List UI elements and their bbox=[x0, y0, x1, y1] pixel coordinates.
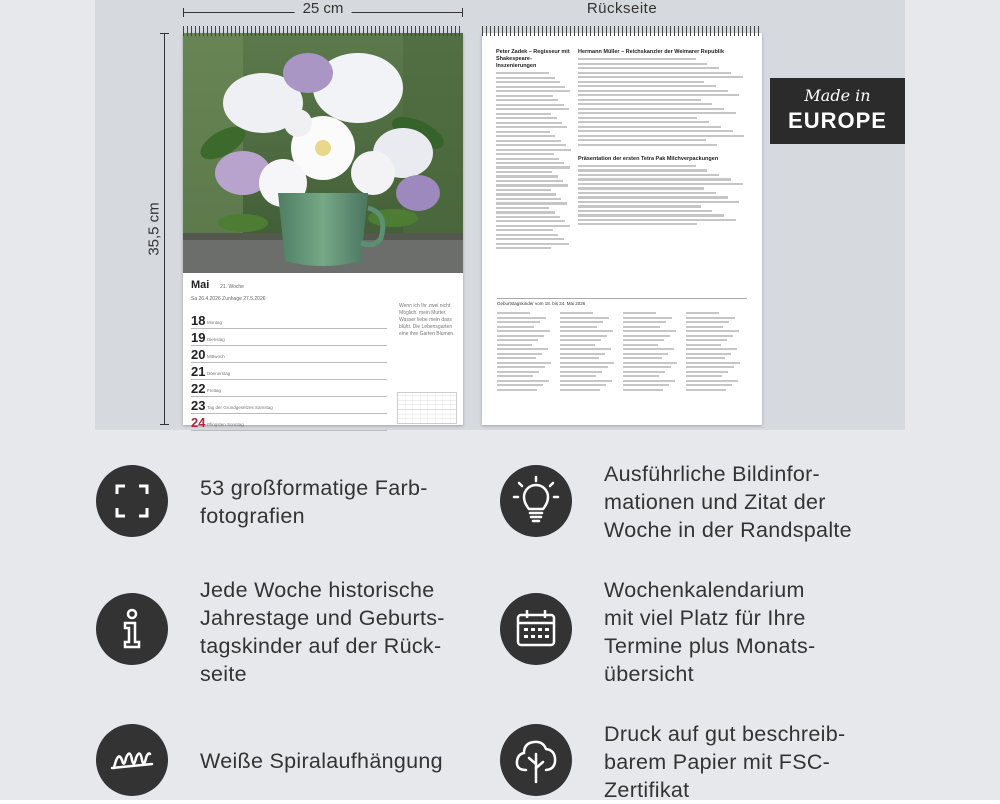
text-line bbox=[686, 371, 728, 373]
badge-line-1: Made in bbox=[804, 86, 871, 105]
back-right-column bbox=[578, 49, 746, 228]
day-name: Dienstag bbox=[207, 337, 225, 342]
text-line bbox=[686, 317, 735, 319]
width-dimension bbox=[183, 0, 463, 18]
text-line bbox=[578, 196, 728, 198]
text-line bbox=[686, 389, 726, 391]
info-icon bbox=[96, 593, 168, 665]
text-line bbox=[578, 210, 712, 212]
text-line bbox=[496, 117, 557, 119]
text-line bbox=[496, 72, 549, 74]
text-line bbox=[623, 380, 675, 382]
day-name: Mittwoch bbox=[207, 354, 225, 359]
text-line bbox=[496, 104, 564, 106]
birthdays-column bbox=[497, 310, 552, 393]
text-line bbox=[496, 184, 568, 186]
feature-line: Wochenkalendarium bbox=[604, 578, 805, 602]
text-line bbox=[496, 216, 560, 218]
text-line bbox=[560, 321, 603, 323]
text-line bbox=[560, 335, 607, 337]
feature-text-week-calendar bbox=[604, 576, 816, 688]
right-article-heading: Hermann Müller – Reichskanzler der Weimarer Republik bbox=[578, 49, 725, 55]
text-line bbox=[686, 357, 725, 359]
text-line bbox=[496, 238, 564, 240]
divider bbox=[497, 298, 747, 299]
calendar-front-sheet bbox=[183, 33, 463, 430]
text-line bbox=[623, 326, 660, 328]
text-line bbox=[496, 243, 569, 245]
text-line bbox=[497, 366, 545, 368]
text-line bbox=[578, 126, 721, 128]
day-number: 23 bbox=[191, 398, 206, 413]
day-row bbox=[191, 346, 387, 363]
text-line bbox=[578, 139, 706, 141]
feature-line: Zertifikat bbox=[604, 778, 690, 802]
text-line bbox=[496, 225, 570, 227]
text-line bbox=[578, 205, 701, 207]
width-label: 25 cm bbox=[295, 0, 352, 17]
text-line bbox=[496, 131, 550, 133]
text-line bbox=[496, 108, 569, 110]
text-line bbox=[578, 112, 736, 114]
text-line bbox=[686, 353, 731, 355]
text-line bbox=[623, 339, 664, 341]
text-line bbox=[496, 149, 571, 151]
text-line bbox=[623, 362, 677, 364]
text-line bbox=[578, 169, 707, 171]
text-line bbox=[578, 183, 743, 185]
text-line bbox=[623, 317, 672, 319]
text-line bbox=[578, 192, 716, 194]
text-line bbox=[497, 344, 532, 346]
text-line bbox=[686, 366, 734, 368]
text-line bbox=[496, 162, 564, 164]
day-row bbox=[191, 380, 387, 397]
text-line bbox=[496, 220, 565, 222]
text-line bbox=[578, 81, 704, 83]
text-line bbox=[686, 312, 719, 314]
text-line bbox=[497, 339, 538, 341]
height-dimension bbox=[145, 33, 170, 425]
text-line bbox=[497, 321, 540, 323]
height-label: 35,5 cm bbox=[146, 194, 163, 263]
text-line bbox=[560, 312, 593, 314]
feature-line: Druck auf gut beschreib- bbox=[604, 722, 846, 746]
month-name: Mai bbox=[191, 279, 210, 291]
text-line bbox=[496, 99, 558, 101]
text-line bbox=[496, 247, 551, 249]
feature-line: Ausführliche Bildinfor- bbox=[604, 462, 821, 486]
text-line bbox=[497, 375, 533, 377]
text-line bbox=[623, 344, 658, 346]
text-line bbox=[497, 389, 537, 391]
text-line bbox=[623, 348, 674, 350]
lightbulb-icon bbox=[500, 465, 572, 537]
calendar-back-sheet bbox=[482, 33, 762, 425]
text-line bbox=[578, 187, 704, 189]
left-article-heading: Peter Zadek – Regisseur mit Shakespeare-Inszenierungen bbox=[496, 49, 570, 69]
text-line bbox=[578, 165, 696, 167]
text-line bbox=[560, 366, 608, 368]
text-line bbox=[496, 135, 555, 137]
text-line bbox=[560, 348, 611, 350]
text-line bbox=[496, 171, 552, 173]
text-line bbox=[497, 348, 548, 350]
text-line bbox=[623, 330, 676, 332]
feature-line: übersicht bbox=[604, 662, 694, 686]
text-line bbox=[497, 384, 543, 386]
text-line bbox=[686, 348, 737, 350]
text-line bbox=[560, 339, 601, 341]
text-line bbox=[686, 380, 738, 382]
birthdays-heading: Geburtstagskinder vom 18. bis 24. Mai 2026 bbox=[497, 301, 586, 306]
feature-line: Jede Woche historische bbox=[200, 578, 435, 602]
right-article-heading-2: Präsentation der ersten Tetra Pak Milchverpackungen bbox=[578, 155, 719, 162]
feature-text-anniversaries bbox=[200, 576, 445, 688]
text-line bbox=[497, 357, 536, 359]
flower-bouquet-photo bbox=[183, 33, 463, 273]
text-line bbox=[578, 76, 743, 78]
birthdays-column bbox=[560, 310, 615, 393]
feature-line: fotografien bbox=[200, 504, 305, 528]
calendar-month-header bbox=[191, 279, 244, 291]
made-in-europe-badge bbox=[770, 78, 905, 144]
text-line bbox=[686, 335, 733, 337]
feature-line: seite bbox=[200, 662, 247, 686]
fullscreen-frame-icon bbox=[96, 465, 168, 537]
text-line bbox=[623, 312, 656, 314]
text-line bbox=[560, 344, 595, 346]
text-line bbox=[496, 189, 551, 191]
feature-text-paper bbox=[604, 720, 845, 804]
text-line bbox=[578, 144, 717, 146]
text-line bbox=[578, 117, 697, 119]
text-line bbox=[623, 335, 670, 337]
text-line bbox=[496, 158, 559, 160]
text-line bbox=[686, 362, 740, 364]
feature-line: 53 großformatige Farb- bbox=[200, 476, 428, 500]
text-line bbox=[496, 211, 555, 213]
text-line bbox=[496, 207, 549, 209]
text-line bbox=[560, 384, 606, 386]
day-row bbox=[191, 329, 387, 346]
right-article-text bbox=[578, 58, 746, 145]
text-line bbox=[560, 371, 602, 373]
day-name: Pfingsten Sonntag bbox=[207, 422, 244, 427]
left-article-text bbox=[496, 72, 572, 249]
day-number: 19 bbox=[191, 330, 206, 345]
text-line bbox=[496, 234, 558, 236]
text-line bbox=[496, 144, 566, 146]
feature-line: mit viel Platz für Ihre bbox=[604, 606, 806, 630]
text-line bbox=[578, 58, 696, 60]
front-spiral-binding bbox=[183, 26, 463, 36]
text-line bbox=[560, 380, 612, 382]
text-line bbox=[496, 95, 553, 97]
text-line bbox=[578, 103, 712, 105]
text-line bbox=[560, 330, 613, 332]
text-line bbox=[578, 178, 731, 180]
text-line bbox=[560, 362, 614, 364]
text-line bbox=[623, 389, 663, 391]
text-line bbox=[578, 85, 716, 87]
back-side-label: Rückseite bbox=[586, 0, 658, 17]
text-line bbox=[578, 94, 739, 96]
text-line bbox=[496, 81, 560, 83]
day-row bbox=[191, 397, 387, 414]
quote-of-week: Wenn ich Ihr zwei nicht Möglich. mein Mutter. Wasser liebe mein dass blüht. Die Lebensgarten eine ihre Garten Blumen. bbox=[399, 303, 455, 337]
text-line bbox=[496, 193, 556, 195]
text-line bbox=[578, 223, 697, 225]
badge-line-2: EUROPE bbox=[788, 108, 887, 133]
text-line bbox=[686, 384, 732, 386]
feature-text-info bbox=[604, 460, 852, 544]
text-line bbox=[578, 201, 739, 203]
text-line bbox=[496, 198, 561, 200]
text-line bbox=[686, 330, 739, 332]
text-line bbox=[578, 72, 731, 74]
day-row bbox=[191, 363, 387, 380]
text-line bbox=[496, 86, 565, 88]
text-line bbox=[497, 380, 549, 382]
feature-line: Weiße Spiralaufhängung bbox=[200, 749, 443, 773]
text-line bbox=[497, 326, 534, 328]
text-line bbox=[496, 180, 563, 182]
text-line bbox=[496, 153, 554, 155]
text-line bbox=[497, 371, 539, 373]
text-line bbox=[497, 335, 544, 337]
feature-line: Jahrestage und Geburts- bbox=[200, 606, 445, 630]
day-name: Freitag bbox=[207, 388, 222, 393]
text-line bbox=[578, 90, 728, 92]
text-line bbox=[686, 344, 721, 346]
text-line bbox=[497, 330, 550, 332]
back-spiral-binding bbox=[482, 26, 762, 36]
calendar-icon bbox=[500, 593, 572, 665]
text-line bbox=[497, 353, 542, 355]
text-line bbox=[578, 67, 719, 69]
text-line bbox=[497, 312, 530, 314]
day-number: 21 bbox=[191, 364, 206, 379]
day-number: 20 bbox=[191, 347, 206, 362]
text-line bbox=[623, 371, 665, 373]
sun-moon-info: Sa 26.4.2026 Zunhage 27.5.2026 bbox=[191, 296, 266, 302]
feature-line: barem Papier mit FSC- bbox=[604, 750, 831, 774]
right-article-text-2 bbox=[578, 165, 746, 225]
text-line bbox=[560, 317, 609, 319]
feature-line: tagskinder auf der Rück- bbox=[200, 634, 442, 658]
text-line bbox=[578, 214, 724, 216]
month-overview-mini-calendar bbox=[397, 392, 457, 424]
week-days bbox=[191, 312, 387, 431]
text-line bbox=[623, 384, 669, 386]
day-name: Montag bbox=[207, 320, 223, 325]
day-number: 18 bbox=[191, 313, 206, 328]
tree-icon bbox=[500, 724, 572, 796]
text-line bbox=[560, 357, 599, 359]
text-line bbox=[623, 321, 666, 323]
text-line bbox=[578, 130, 733, 132]
text-line bbox=[623, 353, 668, 355]
feature-line: Termine plus Monats- bbox=[604, 634, 816, 658]
spiral-binding-icon bbox=[96, 724, 168, 796]
text-line bbox=[560, 375, 596, 377]
text-line bbox=[623, 375, 659, 377]
text-line bbox=[496, 122, 562, 124]
text-line bbox=[496, 77, 555, 79]
day-number: 22 bbox=[191, 381, 206, 396]
text-line bbox=[578, 108, 724, 110]
text-line bbox=[578, 135, 744, 137]
text-line bbox=[578, 99, 701, 101]
week-number: 21. Woche bbox=[220, 284, 244, 290]
text-line bbox=[496, 126, 567, 128]
text-line bbox=[578, 174, 719, 176]
birthdays-column bbox=[623, 310, 678, 393]
text-line bbox=[686, 326, 723, 328]
back-left-column bbox=[496, 49, 572, 252]
birthdays-column bbox=[686, 310, 741, 393]
feature-line: Woche in der Randspalte bbox=[604, 518, 852, 542]
feature-line: mationen und Zitat der bbox=[604, 490, 826, 514]
text-line bbox=[623, 366, 671, 368]
text-line bbox=[496, 175, 558, 177]
text-line bbox=[686, 321, 729, 323]
day-name: Donnerstag bbox=[207, 371, 231, 376]
text-line bbox=[496, 113, 551, 115]
feature-text-spiral bbox=[200, 747, 443, 775]
text-line bbox=[560, 326, 597, 328]
text-line bbox=[496, 229, 553, 231]
day-number: 24 bbox=[191, 415, 206, 430]
text-line bbox=[578, 121, 709, 123]
text-line bbox=[496, 166, 570, 168]
text-line bbox=[578, 63, 707, 65]
text-line bbox=[560, 353, 605, 355]
text-line bbox=[496, 90, 570, 92]
text-line bbox=[686, 375, 722, 377]
day-row bbox=[191, 414, 387, 431]
text-line bbox=[686, 339, 727, 341]
feature-text-photos bbox=[200, 474, 428, 530]
day-row bbox=[191, 312, 387, 329]
text-line bbox=[496, 140, 561, 142]
text-line bbox=[497, 317, 546, 319]
text-line bbox=[496, 202, 567, 204]
text-line bbox=[578, 219, 736, 221]
day-name: Tag der Grundgesetzes Samstag bbox=[207, 405, 273, 410]
text-line bbox=[623, 357, 662, 359]
text-line bbox=[560, 389, 600, 391]
text-line bbox=[497, 362, 551, 364]
